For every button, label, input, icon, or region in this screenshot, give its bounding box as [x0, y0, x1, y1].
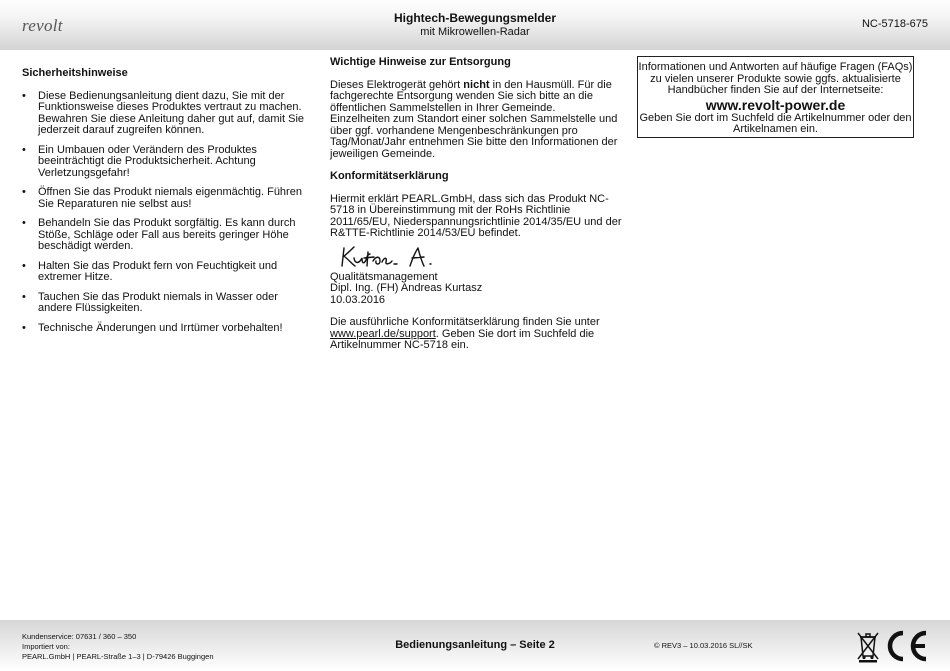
list-item: • Diese Bedienungsanleitung dient dazu, Sie mit der Funktionsweise dieses Produktes vertraut zu machen. Bewahren Sie diese Anleitung daher gut auf, damit Sie jederzeit darauf zugreifen können.	[22, 91, 312, 137]
ce-mark-icon	[883, 630, 929, 662]
product-code: NC-5718-675	[861, 18, 928, 30]
list-item: • Ein Umbauen oder Verändern des Produktes beeinträchtigt die Produktsicherheit. Achtung Verletzungsgefahr!	[22, 145, 312, 180]
list-item: • Behandeln Sie das Produkt sorgfältig. Es kann durch Stöße, Schläge oder Fall aus bereits geringer Höhe beschädigt werden.	[22, 218, 312, 253]
signer-name: Dipl. Ing. (FH) Andreas Kurtasz	[330, 282, 483, 294]
signature-image	[340, 242, 460, 270]
faq-info-box	[637, 56, 914, 138]
conformity-more-part: . Geben Sie dort im Suchfeld die Artikelnummer NC-5718 ein.	[330, 327, 595, 351]
conformity-heading: Konformitätserklärung	[330, 170, 449, 182]
list-item: • Öffnen Sie das Produkt niemals eigenmächtig. Führen Sie Reparaturen nie selbst aus!	[22, 187, 312, 210]
support-link[interactable]: www.pearl.de/support	[330, 327, 436, 340]
disposal-details: Einzelheiten zum Standort einer solchen Sammelstelle und über ggf. vorhandene Mengenbeschränkungen pro Tag/Monat/Jahr entnehmen Sie bitte den Informationen der jeweiligen Gemeinde.	[330, 113, 618, 160]
website-link[interactable]: www.revolt-power.de	[705, 96, 846, 113]
safety-heading: Sicherheitshinweise	[22, 67, 128, 79]
logo-text: revolt	[22, 16, 63, 35]
safety-section	[22, 68, 312, 342]
conformity-more	[330, 317, 625, 352]
product-title: Hightech-Bewegungsmelder	[393, 11, 557, 25]
info-instructions: Geben Sie dort im Suchfeld die Artikelnummer oder den Artikelnamen ein.	[639, 111, 912, 135]
conformity-more-part: Die ausführliche Konformitätserklärung finden Sie unter	[330, 316, 600, 328]
disposal-emphasis: nicht	[463, 78, 490, 91]
safety-list	[22, 91, 312, 335]
disposal-heading: Wichtige Hinweise zur Entsorgung	[330, 56, 511, 68]
disposal-text-part: Dieses Elektrogerät gehört	[330, 78, 464, 91]
importer-address: PEARL.GmbH | PEARL-Straße 1–3 | D-79426 Buggingen	[22, 652, 214, 661]
info-text: Informationen und Antworten auf häufige Fragen (FAQs) zu vielen unserer Produkte sowie ggfs. aktualisierte Handbücher finden Sie auf der Internetseite:	[638, 61, 913, 96]
importer-label: Importiert von:	[22, 642, 70, 651]
list-item: • Halten Sie das Produkt fern von Feuchtigkeit und extremer Hitze.	[22, 261, 312, 284]
signature-date: 10.03.2016	[330, 293, 386, 306]
conformity-text: Hiermit erklärt PEARL.GmbH, dass sich das Produkt NC-5718 in Übereinstimmung mit der RoHs Richtlinie 2011/65/EU, Niederspannungsrichtlinie 2014/35/EU und der R&TTE-Richtlinie 2014/53/EU befindet.	[330, 192, 622, 239]
product-subtitle: mit Mikrowellen-Radar	[420, 26, 530, 38]
crossed-out-bin-icon	[856, 629, 880, 663]
footer-contact	[22, 632, 214, 662]
revolt-logo	[22, 12, 72, 40]
disposal-text-part: in den Hausmüll. Für die fachgerechte Entsorgung wenden Sie sich bitte an die öffentlichen Sammelstellen in Ihrer Gemeinde.	[330, 78, 612, 114]
disposal-conformity-section	[330, 57, 625, 352]
revision-info: © REV3 – 10.03.2016 SL//SK	[654, 641, 753, 650]
signer-department: Qualitätsmanagement	[330, 270, 438, 283]
list-item: • Technische Änderungen und Irrtümer vorbehalten!	[22, 323, 312, 335]
page-header	[0, 0, 950, 50]
page-number: Bedienungsanleitung – Seite 2	[395, 639, 555, 651]
disposal-text	[330, 80, 625, 115]
customer-service: Kundenservice: 07631 / 360 – 350	[22, 632, 137, 641]
list-item: • Tauchen Sie das Produkt niemals in Wasser oder andere Flüssigkeiten.	[22, 292, 312, 315]
